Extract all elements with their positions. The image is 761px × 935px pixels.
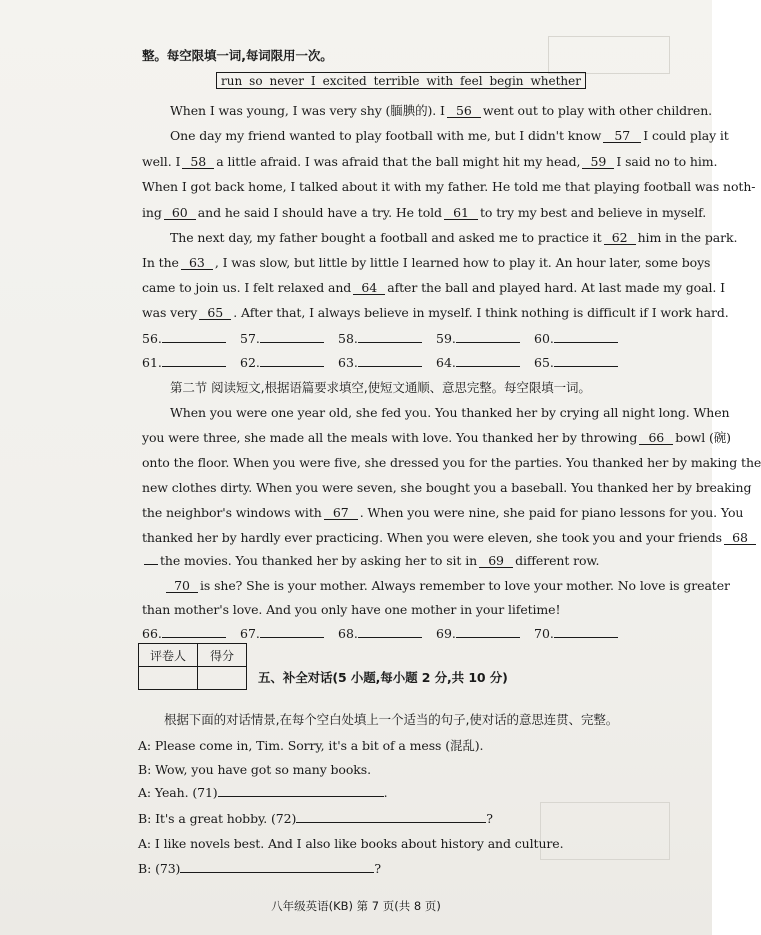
answer-row: 61. 62. 63. 64. 65. [142,354,632,370]
blank-57[interactable]: 57 [603,129,641,143]
p2-line: came to join us. I felt relaxed and 64 after the ball and played hard. At last made my goal. I [142,280,725,295]
p1-line: well. I 58 a little afraid. I was afraid that the ball might hit my head, 59 I said no to him. [142,154,718,169]
score-label: 得分 [198,644,247,667]
dialogue-line: A: Yeah. (71) . [138,785,388,800]
blank-69[interactable]: 69 [479,554,513,568]
answer-field[interactable] [260,354,324,367]
blank-62[interactable]: 62 [604,231,636,245]
p1-line: When I got back home, I talked about it with my father. He told me that playing football was noth- [142,179,756,194]
blank-68-cont [144,564,158,565]
blank-70[interactable]: 70 [166,579,198,593]
dialogue-line: B: (73) ? [138,861,381,876]
blank-63[interactable]: 63 [181,256,213,270]
grader-cell[interactable] [139,667,198,690]
blank-64[interactable]: 64 [353,281,385,295]
p3-line: you were three, she made all the meals with love. You thanked her by throwing 66 bowl (碗) [142,430,731,445]
p3-line: thanked her by hardly ever practicing. When you were eleven, she took you and your friends 68 [142,530,758,546]
section-2-title: 第二节 阅读短文,根据语篇要求填空,使短文通顺、意思完整。每空限填一词。 [170,380,591,395]
answer-field[interactable] [456,625,520,638]
answer-field[interactable] [358,354,422,367]
intro-tail: 整。每空限填一词,每词限用一次。 [142,48,333,63]
section-5-title: 五、补全对话(5 小题,每小题 2 分,共 10 分) [258,670,508,685]
p2-line: The next day, my father bought a football and asked me to practice it 62 him in the park. [170,230,738,245]
p3-line: onto the floor. When you were five, she dressed you for the parties. You thanked her by making the [142,455,761,470]
word: terrible [373,73,420,88]
score-cell[interactable] [198,667,247,690]
p3-line: When you were one year old, she fed you. You thanked her by crying all night long. When [170,405,730,420]
word-bank [216,72,586,89]
dialogue-line: B: Wow, you have got so many books. [138,762,371,777]
word: with [426,73,454,88]
blank-59[interactable]: 59 [582,155,614,169]
word: excited [322,73,367,88]
p1-line: When I was young, I was very shy (腼腆的). I 56 went out to play with other children. [170,103,713,118]
score-table [138,643,247,690]
word: feel [460,73,483,88]
blank-67[interactable]: 67 [324,506,358,520]
answer-field[interactable] [554,354,618,367]
answer-field[interactable] [358,330,422,343]
p3-line: new clothes dirty. When you were seven, she bought you a baseball. You thanked her by breaking [142,480,752,495]
word: so [249,73,263,88]
word: whether [530,73,581,88]
blank-68[interactable]: 68 [724,531,756,545]
answer-row: 56. 57. 58. 59. 60. [142,330,632,346]
answer-field[interactable] [162,330,226,343]
answer-field[interactable] [260,330,324,343]
word: never [269,73,304,88]
dialogue-answer-72[interactable] [296,810,486,823]
p4-line: than mother's love. And you only have one mother in your lifetime! [142,602,561,617]
answer-field[interactable] [358,625,422,638]
blank-58[interactable]: 58 [182,155,214,169]
blank-56[interactable]: 56 [447,104,481,118]
answer-field[interactable] [554,330,618,343]
grader-label: 评卷人 [139,644,198,667]
answer-field[interactable] [456,354,520,367]
p2-line: In the 63 , I was slow, but little by little I learned how to play it. An hour later, some boys [142,255,711,270]
answer-field[interactable] [162,354,226,367]
answer-row: 66. 67. 68. 69. 70. [142,625,632,641]
p3-line: the movies. You thanked her by asking her to sit in 69 different row. [142,553,599,569]
answer-field[interactable] [456,330,520,343]
p4-line: 70 is she? She is your mother. Always remember to love your mother. No love is greater [164,578,730,594]
dialogue-line: B: It's a great hobby. (72) ? [138,811,493,826]
word: begin [489,73,524,88]
faint-stamp-box [548,36,670,74]
word: run [221,73,243,88]
blank-66[interactable]: 66 [639,431,673,445]
p1-line: ing 60 and he said I should have a try. He told 61 to try my best and believe in myself. [142,205,707,220]
dialogue-answer-73[interactable] [180,860,374,873]
blank-60[interactable]: 60 [164,206,196,220]
p3-line: the neighbor's windows with 67 . When you were nine, she paid for piano lessons for you. You [142,505,744,520]
answer-field[interactable] [554,625,618,638]
answer-field[interactable] [162,625,226,638]
page-footer: 八年级英语(KB) 第 7 页(共 8 页) [271,899,441,913]
blank-61[interactable]: 61 [444,206,478,220]
answer-field[interactable] [260,625,324,638]
dialogue-answer-71[interactable] [218,784,384,797]
dialogue-line: A: I like novels best. And I also like books about history and culture. [138,836,564,851]
word: I [310,73,316,88]
p2-line: was very 65 . After that, I always believe in myself. I think nothing is difficult if I work hard. [142,305,729,320]
dialogue-instructions: 根据下面的对话情景,在每个空白处填上一个适当的句子,使对话的意思连贯、完整。 [164,712,619,727]
blank-65[interactable]: 65 [199,306,231,320]
dialogue-line: A: Please come in, Tim. Sorry, it's a bit of a mess (混乱). [138,738,484,753]
p1-line: One day my friend wanted to play football with me, but I didn't know 57 I could play it [170,128,729,143]
